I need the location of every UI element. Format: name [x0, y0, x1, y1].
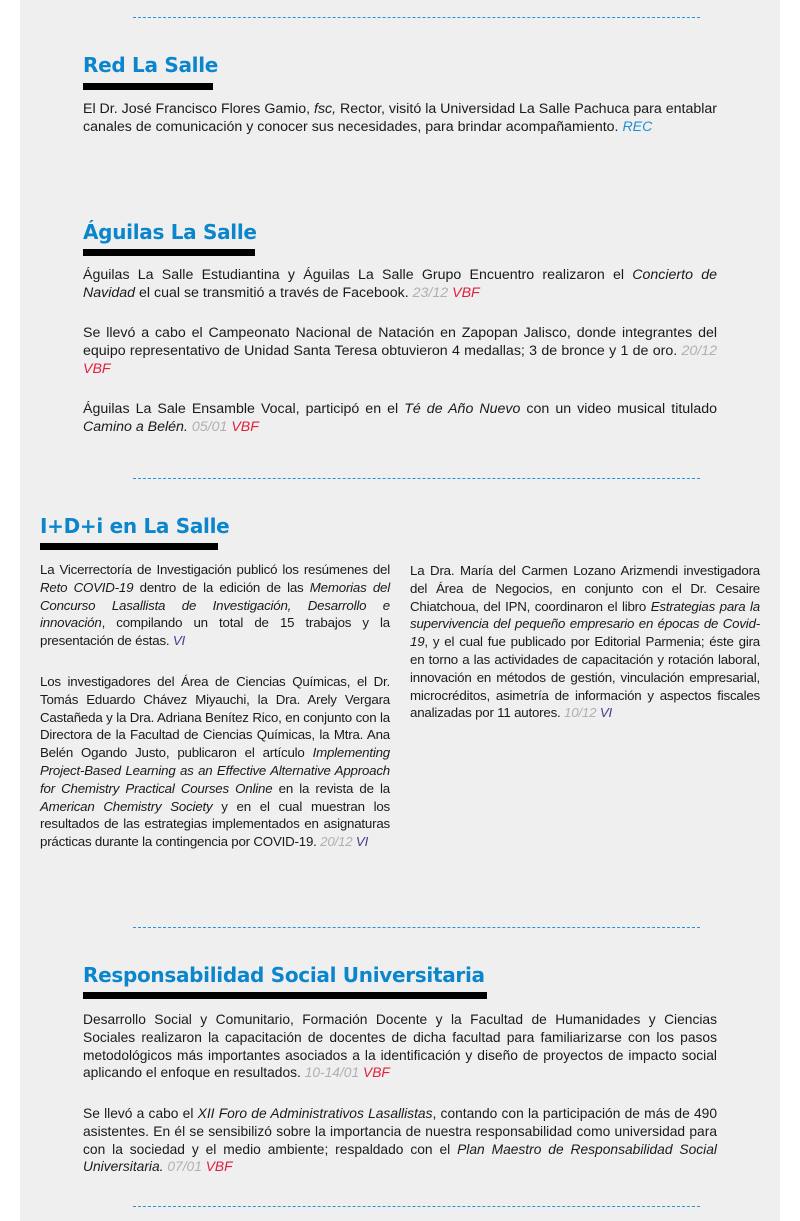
italic-title: Estrategias para la supervivencia del pequeño empresario en épocas de Covid-19 — [410, 598, 760, 650]
text-run: El Dr. José Francisco Flores Gamio, — [83, 101, 315, 117]
tag-vbf: VBF — [363, 1065, 390, 1081]
italic-title: Concierto de Navidad — [83, 267, 717, 301]
news-item — [83, 401, 717, 437]
news-date: 10-14/01 — [304, 1065, 360, 1081]
text-run: en la revista de la — [272, 780, 390, 796]
news-date: 20/12 — [681, 342, 717, 359]
tag-vbf: VBF — [83, 360, 111, 377]
news-item — [410, 562, 760, 722]
text-run: Se llevó a cabo el Campeonato Nacional de Natación en Zapopan Jalisco, donde integrantes del equipo representativo de Unidad Santa Teresa obtuvieron 4 medallas; 3 de bronce y 1 de oro. — [83, 325, 717, 359]
italic-title: Camino a Belén. — [83, 418, 188, 435]
italic-title: American Chemistry Society — [40, 798, 213, 814]
text-run: dentro de la edición de las — [133, 579, 310, 595]
text-run: , y el cual fue publicado por Editorial Parmenia; éste gira en torno a las actividades de capacitación y rotación laboral, innovación en métodos de gestión, vinculación empresarial, microcréditos, asimetría de información y aspectos fiscales analizadas por 11 autores. — [410, 634, 760, 721]
news-item — [40, 673, 390, 851]
tag-vi: VI — [599, 705, 612, 721]
news-item — [40, 561, 390, 650]
italic-title: Reto COVID-19 — [40, 579, 134, 595]
news-date: 10/12 — [564, 705, 597, 721]
section-separator — [133, 927, 700, 928]
text-run: , contando con la participación de más de 490 asistentes. En él se sensibilizó sobre la importancia de nuestra responsabilidad como universidad para con la sociedad y el medio ambiente; respaldado con el — [83, 1106, 717, 1157]
text-run: el cual se transmitió a través de Facebook. — [135, 284, 413, 301]
text-run: , compilando un total de 15 trabajos y la presentación de éstas. — [40, 615, 390, 649]
text-run: Rector, visitó la Universidad La Salle Pachuca para entablar canales de comunicación y conocer sus necesidades, para brindar acompañamiento. — [83, 101, 718, 135]
text-run: Se llevó a cabo el — [83, 1106, 198, 1121]
text-run: La Dra. María del Carmen Lozano Arizmendi investigadora del Área de Negocios, en conjunto con el Dr. Cesaire Chiatchoua, del IPN, coordinaron el libro — [410, 563, 760, 614]
text-run: con un video musical titulado — [520, 401, 717, 417]
title-underline — [83, 83, 213, 90]
title-underline — [40, 543, 218, 550]
section-title-idi-en-la-salle: I+D+i en La Salle — [40, 514, 230, 538]
section-separator — [133, 478, 700, 479]
text-run: Águilas La Salle Estudiantina y Águilas La Salle Grupo Encuentro realizaron el — [83, 267, 633, 283]
news-item — [83, 325, 717, 378]
section-title-red-la-salle: Red La Salle — [83, 53, 219, 77]
news-date: 20/12 — [320, 834, 353, 850]
text-run: y en el cual muestran los resultados de las estrategias implementados en asignaturas prácticas durante la contingencia por COVID-19. — [40, 798, 390, 850]
tag-vbf: VBF — [452, 284, 480, 301]
tag-vbf: VBF — [205, 1159, 233, 1175]
text-run: Los investigadores del Área de Ciencias Químicas, el Dr. Tomás Eduardo Chávez Miyauchi, la Dra. Arely Vergara Castañeda y la Dra. Adriana Benítez Rico, en conjunto con la Directora de la Facultad de Ciencias Químicas, la Mtra. Ana Belén Ogando Justo, publicaron el artículo — [40, 674, 390, 761]
text-run: La Vicerrectoría de Investigación publicó los resúmenes del — [40, 562, 390, 577]
section-separator — [133, 1206, 700, 1207]
tag-vbf: VBF — [231, 418, 259, 435]
italic-title: Té de Año Nuevo — [404, 401, 521, 417]
tag-rec: REC — [622, 118, 653, 135]
italic-title: XII Foro de Administrativos Lasallistas — [197, 1106, 433, 1121]
section-title-responsabilidad-social: Responsabilidad Social Universitaria — [83, 963, 485, 987]
italic-title: fsc, — [314, 101, 337, 117]
news-date: 23/12 — [412, 284, 449, 301]
tag-vi: VI — [355, 834, 369, 850]
italic-title: Plan Maestro de Responsabilidad Social Universitaria. — [83, 1141, 717, 1175]
news-item — [83, 1011, 717, 1082]
section-title-aguilas-la-salle: Águilas La Salle — [83, 220, 257, 244]
news-date: 07/01 — [167, 1159, 202, 1175]
tag-vi: VI — [172, 633, 186, 649]
italic-title: Implementing Project-Based Learning as an Effective Alternative Approach for Chemistry Practical Courses Online — [40, 745, 390, 796]
italic-title: Memorias del Concurso Lasallista de Investigación, Desarrollo e innovación — [40, 579, 391, 631]
title-underline — [83, 249, 255, 256]
text-run: Desarrollo Social y Comunitario, Formación Docente y la Facultad de Humanidades y Ciencias Sociales realizaron la capacitación de docentes de dicha facultad para familiarizarse con los pasos metodológicos más importantes asociados a la identificación y diseño de proyectos de impacto social aplicando el enfoque en resultados. — [83, 1012, 717, 1081]
news-item — [83, 1105, 717, 1176]
news-item — [83, 101, 717, 137]
section-separator — [133, 17, 700, 18]
news-date: 05/01 — [191, 418, 228, 435]
text-run: Águilas La Sale Ensamble Vocal, participó en el — [83, 401, 405, 417]
title-underline — [83, 992, 487, 999]
news-item — [83, 267, 717, 303]
